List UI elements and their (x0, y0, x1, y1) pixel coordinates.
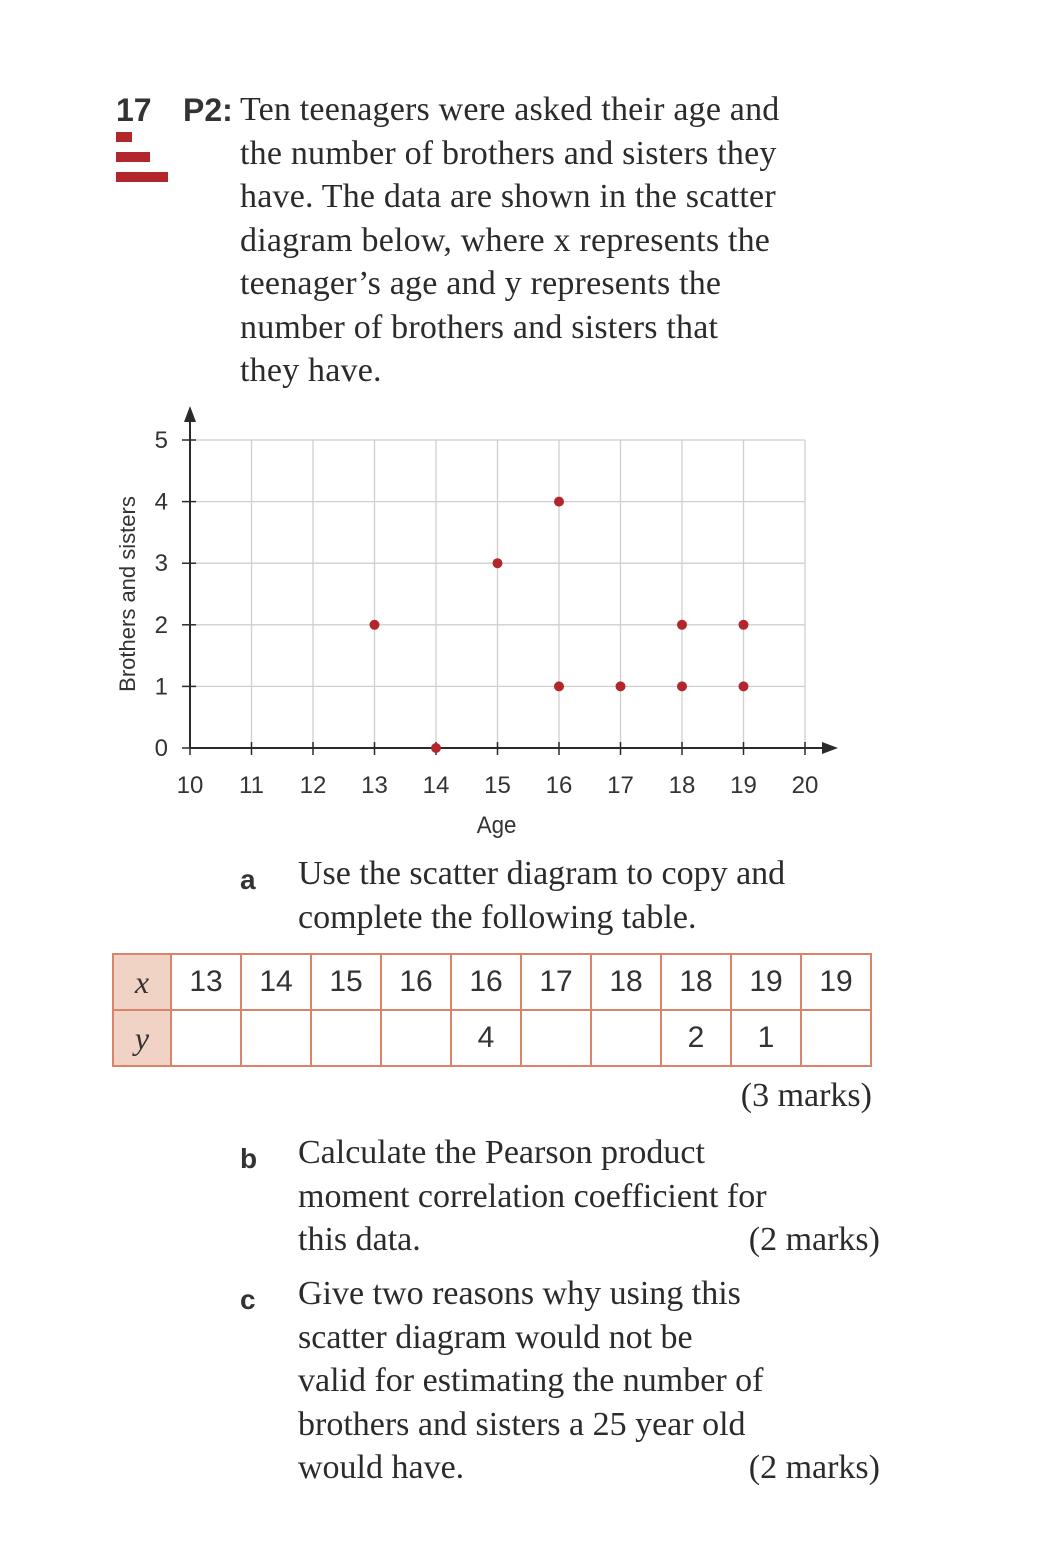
y-tick-label: 5 (154, 427, 168, 454)
x-tick-label: 10 (176, 772, 204, 799)
part-a-line: Use the scatter diagram to copy and (298, 855, 786, 892)
data-point (677, 620, 687, 630)
table-input-cell[interactable] (381, 1010, 451, 1066)
x-tick-label: 19 (730, 772, 757, 799)
x-tick-label: 20 (791, 772, 819, 799)
part-c-line: Give two reasons why using this (298, 1275, 741, 1312)
x-tick-label: 14 (422, 772, 450, 799)
table-input-cell[interactable] (171, 1010, 241, 1066)
x-tick-label: 17 (607, 772, 634, 799)
part-b (240, 1131, 880, 1266)
table-cell: 19 (801, 954, 871, 1010)
table-header-y: y (113, 1010, 171, 1066)
y-tick-label: 0 (154, 735, 168, 762)
part-b-line: Calculate the Pearson product (298, 1134, 705, 1171)
intro-line: they have. (240, 352, 382, 389)
question-number: 17 (116, 92, 152, 128)
y-tick-label: 3 (154, 550, 168, 578)
part-b-marks: (2 marks) (748, 1221, 880, 1258)
y-tick-label: 1 (154, 673, 168, 701)
table-input-cell[interactable] (801, 1010, 871, 1066)
data-point (554, 497, 564, 507)
intro-line: diagram below, where x represents the (240, 221, 771, 259)
intro-line: Ten teenagers were asked their age and (240, 91, 780, 128)
intro-line: the number of brothers and sisters they (240, 134, 777, 172)
table-cell: 18 (591, 954, 661, 1010)
part-b-line: this data. (298, 1221, 421, 1258)
table-cell: 18 (661, 954, 731, 1010)
part-a-line: complete the following table. (298, 898, 697, 936)
part-c-line: brothers and sisters a 25 year old (298, 1405, 746, 1443)
y-axis-arrow-icon (184, 406, 196, 422)
data-point (739, 620, 749, 630)
data-point (493, 558, 503, 568)
x-tick-label: 15 (484, 772, 511, 799)
table-input-cell[interactable] (521, 1010, 591, 1066)
x-axis-label: Age (476, 811, 517, 839)
data-point (616, 681, 626, 691)
part-letter: a (240, 864, 256, 895)
part-a-marks: (3 marks) (740, 1077, 872, 1114)
part-c-line: would have. (298, 1449, 465, 1486)
table-cell: 14 (241, 954, 311, 1010)
table-input-cell[interactable] (241, 1010, 311, 1066)
data-point (431, 743, 441, 753)
part-b-line: moment correlation coefficient for (298, 1177, 767, 1215)
intro-line: number of brothers and sisters that (240, 308, 719, 346)
table-input-cell[interactable] (591, 1010, 661, 1066)
table-cell: 19 (731, 954, 801, 1010)
y-axis-label: Brothers and sisters (115, 496, 140, 692)
part-letter: c (240, 1284, 256, 1315)
part-a (240, 852, 880, 942)
y-tick-label: 4 (154, 488, 168, 516)
y-tick-label: 2 (154, 611, 168, 639)
paper-tag: P2: (183, 92, 233, 128)
table-cell: 16 (451, 954, 521, 1010)
table-cell: 4 (451, 1010, 521, 1066)
part-c (240, 1272, 880, 1492)
table-cell: 13 (171, 954, 241, 1010)
x-tick-label: 16 (545, 772, 573, 799)
x-tick-label: 11 (239, 772, 264, 799)
x-tick-label: 13 (361, 772, 388, 799)
table-row-y (113, 1010, 871, 1066)
x-axis-arrow-icon (822, 742, 838, 754)
table-input-cell[interactable] (311, 1010, 381, 1066)
part-letter: b (240, 1143, 258, 1174)
table-row-x (113, 954, 871, 1010)
part-c-line: scatter diagram would not be (298, 1318, 693, 1356)
table-cell: 17 (521, 954, 591, 1010)
x-tick-label: 18 (668, 772, 696, 799)
part-c-marks: (2 marks) (748, 1449, 880, 1486)
table-cell: 16 (381, 954, 451, 1010)
data-point (554, 681, 564, 691)
data-point (739, 681, 749, 691)
x-tick-label: 12 (299, 772, 327, 799)
intro-line: have. The data are shown in the scatter (240, 178, 776, 215)
table-header-x: x (113, 954, 171, 1010)
table-cell: 1 (731, 1010, 801, 1066)
data-table (112, 953, 872, 1067)
table-cell: 2 (661, 1010, 731, 1066)
table-cell: 15 (311, 954, 381, 1010)
data-point (677, 681, 687, 691)
data-point (370, 620, 380, 630)
part-c-line: valid for estimating the number of (298, 1362, 764, 1399)
intro-line: teenager’s age and y represents the (240, 265, 722, 302)
